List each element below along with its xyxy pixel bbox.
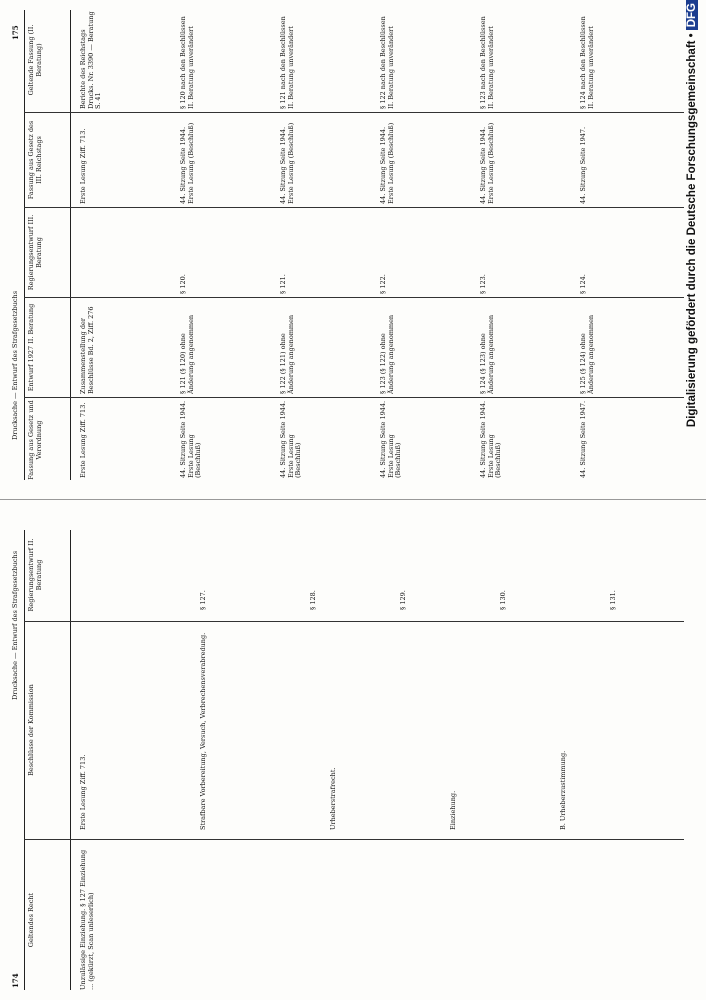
- right-table-cell: § 122 nach den Beschlüssen II. Beratung unverändert: [379, 14, 395, 109]
- right-table-cell: 44. Sitzung Seite 1944. Erste Lesung (Beschluß): [279, 398, 302, 478]
- page-gutter: [0, 499, 706, 500]
- right-table-cell: 44. Sitzung Seite 1944. Erste Lesung (Beschluß): [179, 398, 202, 478]
- left-col-divider-1: [24, 839, 684, 840]
- left-block-c: § 127.: [199, 590, 207, 610]
- right-header-rule-2: [70, 10, 71, 480]
- dfg-badge: DFG: [686, 0, 698, 30]
- left-block-g: § 129.: [399, 590, 407, 610]
- right-running-title: Drucksache — Entwurf des Strafgesetzbuchs: [11, 290, 19, 440]
- right-table-cell: § 125 (§ 124) ohne Änderung angenommen: [579, 314, 595, 394]
- right-col-divider-3: [24, 207, 684, 208]
- right-table-cell: 44. Sitzung Seite 1944. Erste Lesung (Beschluß): [179, 122, 195, 204]
- left-block-j: B. Urheberzustimmung.: [559, 750, 567, 830]
- dfg-text: Digitalisierung gefördert durch die Deutsche Forschungsgemeinschaft •: [686, 33, 698, 428]
- right-page-number: 175: [11, 25, 20, 40]
- right-table-cell: § 120.: [179, 274, 187, 294]
- right-col-header-3: Regierungsentwurf III. Beratung: [27, 212, 43, 291]
- right-table-cell: 44. Sitzung Seite 1944. Erste Lesung (Beschluß): [279, 122, 295, 204]
- right-table-cell: Berichte des Reichstags Drucks. Nr. 3390 — Beratung S. 41: [79, 9, 102, 109]
- left-col-header-2: Beschlüsse der Kommission: [27, 684, 35, 776]
- left-header-rule: [24, 530, 25, 990]
- left-block-e: § 128.: [309, 590, 317, 610]
- left-block-k: § 131.: [609, 590, 617, 610]
- right-table-cell: 44. Sitzung Seite 1947.: [579, 126, 587, 204]
- right-table-cell: 44. Sitzung Seite 1944. Erste Lesung (Beschluß): [479, 398, 502, 478]
- right-table-cell: 44. Sitzung Seite 1944. Erste Lesung (Beschluß): [479, 122, 495, 204]
- right-table-cell: § 121.: [279, 274, 287, 294]
- right-table-cell: § 124.: [579, 274, 587, 294]
- right-col-header-5: Geltende Fassung (II. Beratung): [27, 22, 43, 96]
- right-table-cell: § 121 nach den Beschlüssen II. Beratung unverändert: [279, 14, 295, 109]
- right-table-cell: Erste Lesung Ziff. 713.: [79, 128, 87, 204]
- left-block-f: Urheberstrafrecht.: [329, 767, 337, 830]
- left-block-a: Unzulässige Einziehung. § 127 Einziehung ... (gekürzt, Scan unleserlich): [79, 847, 95, 990]
- left-running-title: Drucksache — Entwurf des Strafgesetzbuchs: [11, 550, 19, 700]
- right-table-cell: § 123 (§ 122) ohne Änderung angenommen: [379, 314, 395, 394]
- left-col-header-1: Geltendes Recht: [27, 892, 35, 948]
- left-block-h: Einziehung.: [449, 790, 457, 830]
- left-col-divider-2: [24, 621, 684, 622]
- dfg-banner: [686, 0, 704, 1000]
- right-table-cell: § 123 nach den Beschlüssen II. Beratung unverändert: [479, 14, 495, 109]
- right-table-cell: 44. Sitzung Seite 1944. Erste Lesung (Beschluß): [379, 122, 395, 204]
- right-table-cell: § 124 nach den Beschlüssen II. Beratung unverändert: [579, 14, 595, 109]
- right-table-cell: § 123.: [479, 274, 487, 294]
- right-table-cell: Zusammenstellung der Beschlüsse Bd. 2, Ziff. 276: [79, 306, 95, 394]
- right-table-cell: 44. Sitzung Seite 1947.: [579, 400, 587, 478]
- right-table-cell: § 120 nach den Beschlüssen II. Beratung unverändert: [179, 14, 195, 109]
- right-table-cell: § 121 (§ 120) ohne Änderung angenommen: [179, 314, 195, 394]
- dfg-banner-text: [686, 0, 704, 1000]
- right-col-divider-4: [24, 112, 684, 113]
- right-col-header-4: Fassung aus Gesetz des III. Reichstags: [27, 118, 43, 200]
- right-col-divider-2: [24, 297, 684, 298]
- right-table-cell: § 122 (§ 121) ohne Änderung angenommen: [279, 314, 295, 394]
- left-block-d: Strafbare Vorbereitung, Versuch, Verbrechensverabredung.: [199, 632, 207, 830]
- right-col-header-2: Entwurf 1927 II. Beratung: [27, 303, 35, 392]
- right-col-header-1: Fassung aus Gesetz und Verordnung: [27, 398, 43, 480]
- right-col-divider-1: [24, 397, 684, 398]
- right-table-cell: § 122.: [379, 274, 387, 294]
- right-table-cell: 44. Sitzung Seite 1944. Erste Lesung (Beschluß): [379, 398, 402, 478]
- right-table-cell: § 124 (§ 123) ohne Änderung angenommen: [479, 314, 495, 394]
- right-header-rule: [24, 10, 25, 480]
- left-page-number: 174: [11, 973, 20, 988]
- left-col-header-3: Regierungsentwurf II. Beratung: [27, 536, 43, 612]
- left-block-b: Erste Lesung Ziff. 713.: [79, 754, 87, 830]
- left-block-i: § 130.: [499, 590, 507, 610]
- right-table-cell: Erste Lesung Ziff. 713.: [79, 402, 87, 478]
- left-header-rule-2: [70, 530, 71, 990]
